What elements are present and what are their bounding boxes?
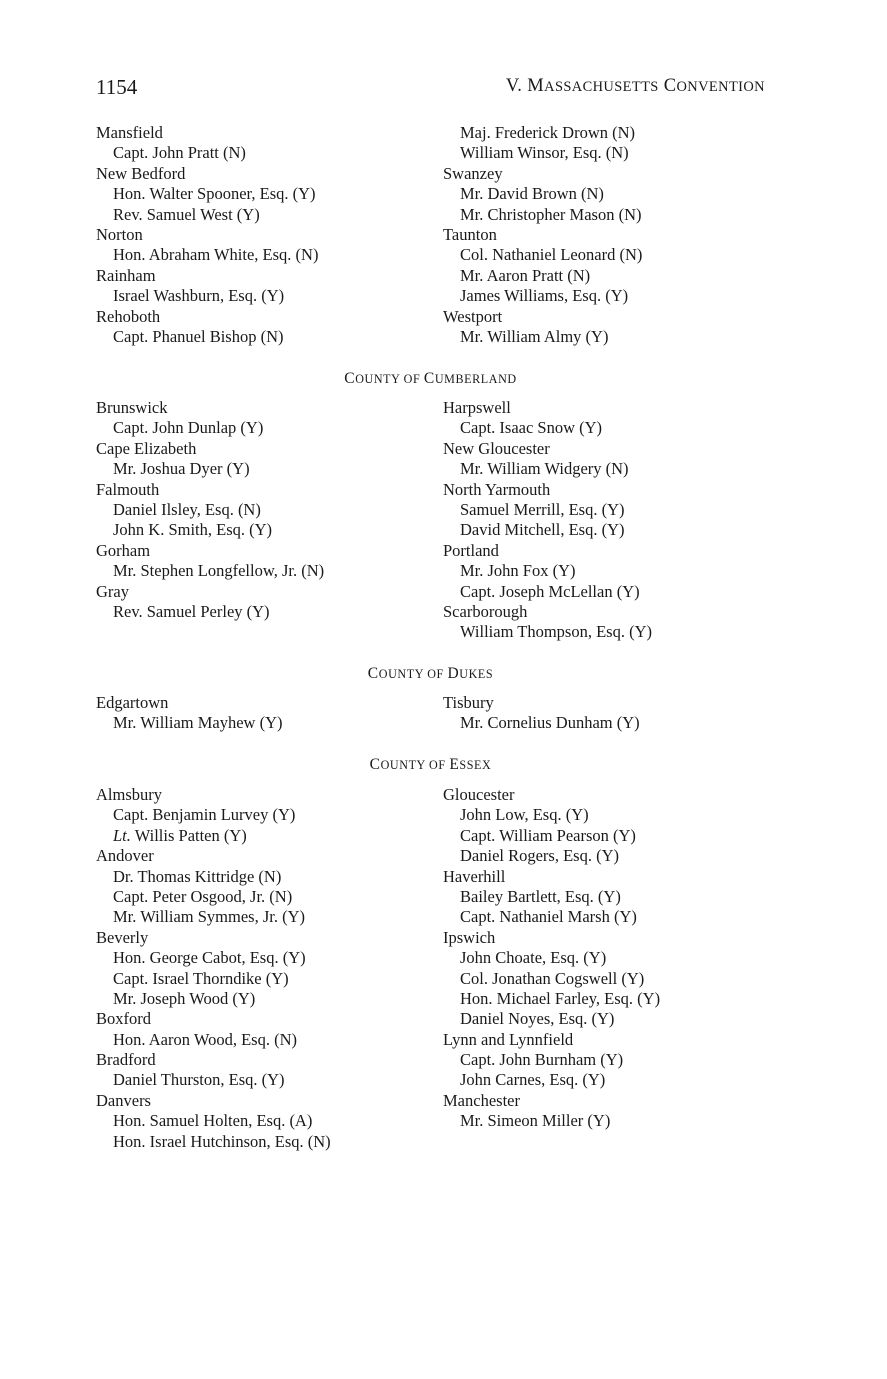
section-dukes-left-column [96,693,416,734]
town-name: Swanzey [443,163,503,183]
delegate-entry: Capt. Benjamin Lurvey (Y) [113,805,296,825]
delegate-entry: John Carnes, Esq. (Y) [460,1070,606,1090]
delegate-entry: Mr. Simeon Miller (Y) [460,1111,611,1131]
town-name: Norton [96,224,143,244]
delegate-entry: Mr. Joseph Wood (Y) [113,988,256,1008]
delegate-entry: Capt. William Pearson (Y) [460,825,636,845]
delegate-entry: Mr. Aaron Pratt (N) [460,265,591,285]
town-name: Tisbury [443,693,494,712]
delegate-entry: Rev. Samuel West (Y) [113,204,260,224]
town-name: New Bedford [96,163,186,183]
town-name: North Yarmouth [443,479,551,499]
delegate-entry: Israel Washburn, Esq. (Y) [113,286,285,306]
delegate-entry: Hon. Israel Hutchinson, Esq. (N) [113,1131,331,1151]
delegate-entry: Capt. Phanuel Bishop (N) [113,326,284,346]
section-essex-left-column [96,785,416,1152]
section-bristol-left-column [96,123,416,347]
delegate-entry: David Mitchell, Esq. (Y) [460,520,625,540]
town-name: Gorham [96,540,151,560]
running-head [96,75,765,101]
town-name: Mansfield [96,123,163,142]
town-name: Harpswell [443,398,511,417]
page-number: 1154 [96,75,138,99]
delegate-entry: Capt. John Burnham (Y) [460,1050,624,1070]
delegate-entry: Hon. Aaron Wood, Esq. (N) [113,1029,297,1049]
town-name: Lynn and Lynnfield [443,1029,574,1049]
town-name: Gray [96,581,129,601]
delegate-entry: Mr. William Almy (Y) [460,326,609,346]
town-name: Taunton [443,224,497,244]
town-name: Portland [443,540,499,560]
delegate-entry: John Choate, Esq. (Y) [460,948,607,968]
delegate-entry: Mr. William Widgery (N) [460,459,629,479]
delegate-entry: Maj. Frederick Drown (N) [460,123,636,142]
delegate-entry: Daniel Ilsley, Esq. (N) [113,499,261,519]
town-name: Boxford [96,1009,151,1029]
section-bristol-right-column [443,123,763,347]
section-cumberland-left-column [96,398,416,622]
delegate-entry: Mr. William Symmes, Jr. (Y) [113,907,305,927]
delegate-entry: Capt. John Dunlap (Y) [113,418,264,438]
town-name: Rehoboth [96,306,161,326]
delegate-entry: Mr. Joshua Dyer (Y) [113,459,250,479]
delegate-entry: John K. Smith, Esq. (Y) [113,520,273,540]
delegate-entry: Hon. Walter Spooner, Esq. (Y) [113,184,316,204]
delegate-entry: Daniel Thurston, Esq. (Y) [113,1070,285,1090]
town-name: Ipswich [443,927,496,947]
county-heading-cumberland: COUNTY OF CUMBERLAND [344,370,517,387]
town-name: Danvers [96,1090,151,1110]
delegate-entry: Col. Jonathan Cogswell (Y) [460,968,645,988]
delegate-entry: James Williams, Esq. (Y) [460,286,629,306]
section-essex-right-column [443,785,763,1132]
delegate-entry: John Low, Esq. (Y) [460,805,589,825]
delegate-entry: Mr. David Brown (N) [460,184,604,204]
delegate-entry: Rev. Samuel Perley (Y) [113,601,270,621]
delegate-entry: Capt. John Pratt (N) [113,143,246,163]
town-name: Brunswick [96,398,168,417]
town-name: Westport [443,306,503,326]
delegate-entry: Daniel Noyes, Esq. (Y) [460,1009,615,1029]
town-name: Beverly [96,927,149,947]
delegate-entry: William Thompson, Esq. (Y) [460,622,652,642]
delegate-entry: Capt. Israel Thorndike (Y) [113,968,289,988]
delegate-entry: Mr. Stephen Longfellow, Jr. (N) [113,561,325,581]
delegate-entry: Capt. Joseph McLellan (Y) [460,581,640,601]
delegate-entry: Capt. Nathaniel Marsh (Y) [460,907,637,927]
town-name: Manchester [443,1090,520,1110]
delegate-entry: Samuel Merrill, Esq. (Y) [460,499,625,519]
delegate-entry: Hon. George Cabot, Esq. (Y) [113,948,306,968]
delegate-entry: Mr. Christopher Mason (N) [460,204,642,224]
town-name: Edgartown [96,693,169,712]
delegate-entry: Hon. Michael Farley, Esq. (Y) [460,988,661,1008]
town-name: Rainham [96,265,156,285]
town-name: New Gloucester [443,438,550,458]
delegate-entry: Capt. Isaac Snow (Y) [460,418,603,438]
county-heading-essex: COUNTY OF ESSEX [369,756,492,773]
delegate-entry: Dr. Thomas Kittridge (N) [113,866,282,886]
town-name: Almsbury [96,785,162,804]
delegate-entry: Hon. Abraham White, Esq. (N) [113,245,319,265]
running-title: V. MASSACHUSETTS CONVENTION [505,76,765,96]
delegate-entry: Daniel Rogers, Esq. (Y) [460,846,620,866]
delegate-entry: Mr. Cornelius Dunham (Y) [460,713,640,733]
town-name: Cape Elizabeth [96,438,197,458]
town-name: Bradford [96,1050,156,1070]
delegate-entry: Capt. Peter Osgood, Jr. (N) [113,886,293,906]
section-dukes-right-column [443,693,763,734]
delegate-entry: Lt. Willis Patten (Y) [113,825,247,845]
delegate-entry: Mr. John Fox (Y) [460,561,576,581]
town-name: Gloucester [443,785,515,804]
town-name: Haverhill [443,866,506,886]
delegate-entry: Mr. William Mayhew (Y) [113,713,283,733]
delegate-entry: Bailey Bartlett, Esq. (Y) [460,886,621,906]
delegate-entry: Hon. Samuel Holten, Esq. (A) [113,1111,313,1131]
town-name: Scarborough [443,601,528,621]
delegate-entry: William Winsor, Esq. (N) [460,143,629,163]
delegate-entry: Col. Nathaniel Leonard (N) [460,245,643,265]
town-name: Andover [96,846,154,866]
county-heading-dukes: COUNTY OF DUKES [367,665,494,682]
section-cumberland-right-column [443,398,763,643]
town-name: Falmouth [96,479,160,499]
